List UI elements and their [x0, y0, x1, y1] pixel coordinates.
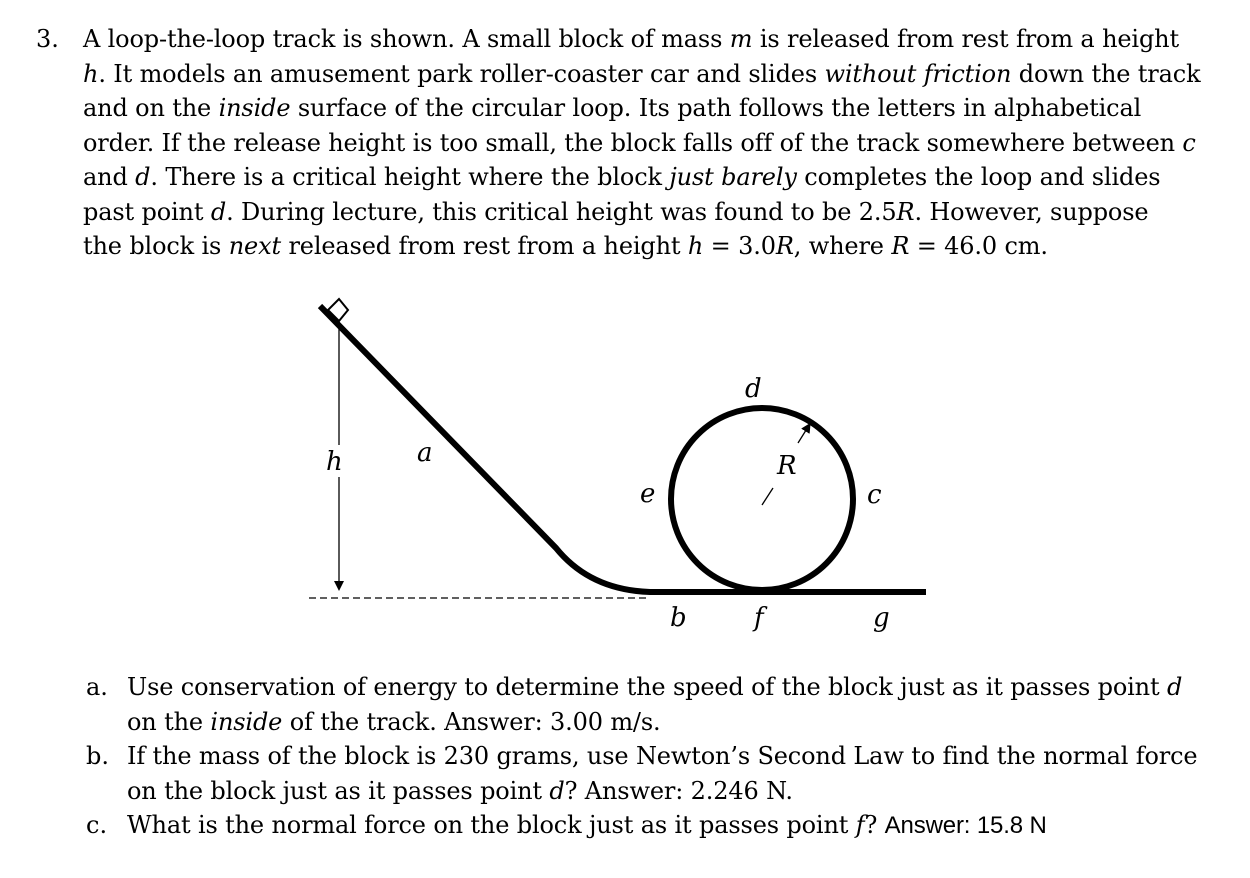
text-run: . There is a critical height where the block — [150, 163, 670, 191]
text-run: on the — [127, 707, 211, 736]
text-run: completes the loop and slides — [796, 163, 1161, 191]
text-run: ? Answer: 2.246 N. — [564, 776, 793, 805]
label-d: d — [745, 374, 762, 404]
italic-text: m — [729, 25, 753, 53]
label-R: R — [777, 451, 797, 481]
sub-questions — [86, 670, 1206, 844]
italic-text: d — [1166, 673, 1183, 701]
text-run: If the mass of the block is 230 grams, use Newton’s Second Law to find the normal force — [127, 742, 1198, 770]
track-loop — [671, 408, 853, 590]
sub-question-label: c. — [86, 811, 108, 839]
sub-question-line — [127, 670, 1206, 705]
text-run: and — [83, 163, 136, 191]
text-run: = 46.0 cm. — [909, 232, 1048, 260]
text-run: Use conservation of energy to determine the speed of the block just as it passes point — [127, 673, 1167, 701]
italic-text: R — [775, 232, 794, 260]
label-h: h — [326, 447, 343, 477]
text-run: ? — [864, 811, 885, 839]
text-run: A loop-the-loop track is shown. A small block of mass — [83, 25, 730, 53]
text-run: on the block just as it passes point — [127, 776, 550, 805]
text-run: of the track. Answer: 3.00 m/s. — [282, 707, 661, 736]
italic-text: d — [135, 163, 151, 191]
text-run: down the track — [1011, 59, 1201, 88]
sub-question-b — [86, 739, 1206, 808]
sub-question-label: b. — [86, 742, 109, 770]
text-run: What is the normal force on the block just as it passes point — [127, 811, 856, 839]
sub-question-text — [127, 808, 1206, 844]
text-run: past point — [83, 197, 211, 226]
sub-question-c — [86, 808, 1206, 844]
text-run: . However, suppose — [914, 197, 1149, 226]
text-run: order. If the release height is too small, the block falls off of the track somewhere between — [83, 128, 1183, 157]
italic-text: without friction — [824, 59, 1012, 88]
italic-text: inside — [218, 94, 291, 122]
sub-question-line — [127, 705, 1206, 740]
sub-question-line — [127, 774, 1206, 809]
italic-text: next — [228, 232, 281, 260]
text-run: is released from rest from a height — [752, 25, 1179, 53]
radius-indicator-arrow — [798, 427, 808, 443]
italic-text: c — [1182, 128, 1196, 157]
sub-question-a — [86, 670, 1206, 739]
text-run: , where — [793, 232, 892, 260]
text-run: . During lecture, this critical height was found to be 2.5 — [226, 197, 897, 226]
sub-question-text — [127, 739, 1206, 808]
label-f: f — [754, 603, 764, 633]
text-run: released from rest from a height — [280, 232, 688, 260]
italic-text: d — [210, 197, 227, 226]
italic-text: d — [549, 776, 565, 805]
text-run: = 3.0 — [703, 232, 776, 260]
text-run: the block is — [83, 232, 229, 260]
italic-text: h — [83, 59, 99, 88]
text-run: Answer: 15.8 N — [884, 812, 1047, 839]
label-b: b — [670, 603, 687, 633]
problem-number: 3. — [36, 25, 59, 53]
italic-text: inside — [210, 707, 283, 736]
label-c: c — [867, 480, 882, 510]
italic-text: just barely — [669, 163, 797, 191]
italic-text: h — [687, 232, 704, 260]
radius-indicator-lower — [762, 488, 773, 505]
italic-text: R — [896, 197, 915, 226]
italic-text: f — [855, 811, 865, 839]
sub-question-line — [127, 739, 1206, 774]
italic-text: R — [891, 232, 910, 260]
text-run: and on the — [83, 94, 219, 122]
label-g: g — [873, 603, 890, 633]
text-run: . It models an amusement park roller-coaster car and slides — [98, 59, 825, 88]
sub-question-label: a. — [86, 673, 108, 701]
text-run: surface of the circular loop. Its path follows the letters in alphabetical — [290, 94, 1142, 122]
sub-question-text — [127, 670, 1206, 739]
label-e: e — [640, 479, 656, 509]
sub-question-line — [127, 808, 1206, 844]
label-a: a — [417, 438, 433, 468]
